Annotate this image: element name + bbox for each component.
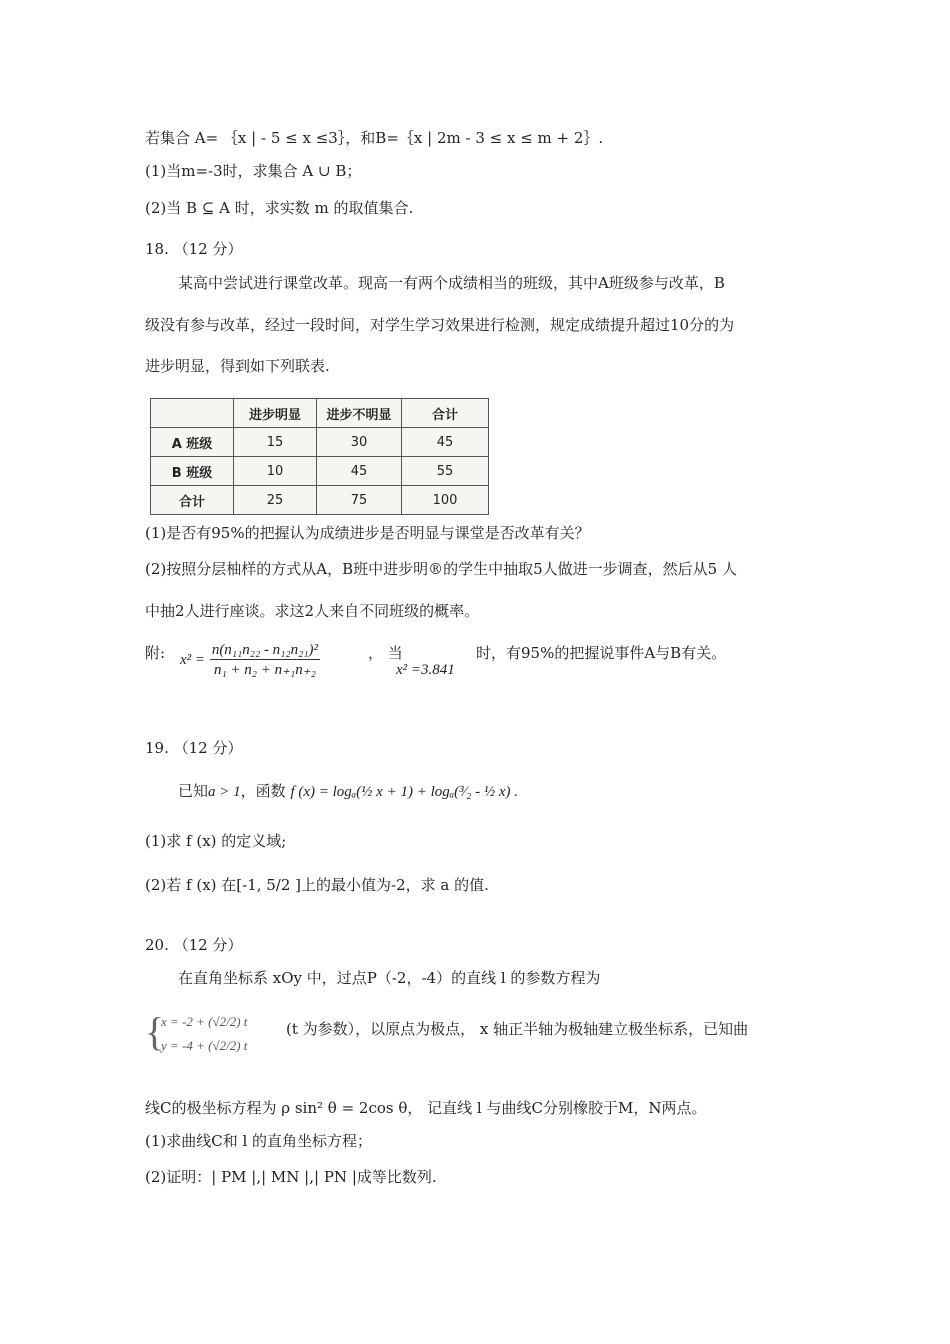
q20-part2: (2)证明：| PM |,| MN |,| PN |成等比数列. (145, 1168, 437, 1186)
table-cell: 55 (402, 457, 489, 486)
q18-intro-line3: 进步明显，得到如下列联表. (145, 357, 330, 375)
q19-stem-mid: ，函数 (240, 782, 286, 800)
table-cell: 45 (402, 428, 489, 457)
table-row-label: A 班级 (151, 428, 234, 457)
q20-part1: (1)求曲线C和 l 的直角坐标方程； (145, 1132, 373, 1150)
q19-stem (178, 780, 518, 801)
table-cell: 10 (234, 457, 317, 486)
table-row (151, 428, 489, 457)
q18-intro-line1: 某高中尝试进行课堂改革。现高一有两个成绩相当的班级，其中A班级参与改革，B (178, 274, 725, 292)
formula-denominator: n₁ + n₂ + n₊₁n₊₂ (213, 662, 316, 678)
table-header-row (151, 399, 489, 428)
table-header-cell: 合计 (402, 399, 489, 428)
table-header-cell (151, 399, 234, 428)
formula-numerator: n(n₁₁n₂₂ - n₁₂n₂₁)² (211, 642, 319, 658)
table-row-label: 合计 (151, 486, 234, 515)
table-cell: 45 (317, 457, 402, 486)
table-cell: 30 (317, 428, 402, 457)
q20-heading: 20. （12 分） (145, 936, 243, 954)
q18-part2-line2: 中抽2人进行座谈。求这2人来自不同班级的概率。 (145, 602, 480, 620)
chi-square-formula (180, 642, 320, 679)
q18-part2-line1: (2)按照分层柚样的方式从A，B班中进步明®的学生中抽取5人做进一步调查，然后从5 人 (145, 560, 737, 578)
table-cell: 15 (234, 428, 317, 457)
table-cell: 100 (402, 486, 489, 515)
table-header-cell: 进步明显 (234, 399, 317, 428)
contingency-table (150, 398, 489, 515)
table-row (151, 457, 489, 486)
formula-fraction (210, 642, 320, 679)
q17-part1: (1)当m=-3时，求集合 A ∪ B； (145, 162, 362, 180)
q18-heading: 18. （12 分） (145, 240, 243, 258)
q19-heading: 19. （12 分） (145, 739, 243, 757)
formula-when: ， 当 (368, 644, 403, 662)
q20-stem-line2: (t 为参数），以原点为极点， x 轴正半轴为极轴建立极坐标系，已知曲 (286, 1020, 749, 1038)
table-row (151, 486, 489, 515)
q19-stem-prefix: 已知 (178, 782, 209, 800)
formula-conclusion: 时，有95%的把握说事件A与B有关。 (476, 644, 727, 662)
table-header-cell: 进步不明显 (317, 399, 402, 428)
table-cell: 75 (317, 486, 402, 515)
brace-icon: { (145, 1009, 165, 1054)
q19-condition: a > 1 (208, 784, 241, 800)
q17-stem: 若集合 A= ｛x | - 5 ≤ x ≤3｝，和B=｛x | 2m - 3 ≤ x ≤ m + 2｝. (145, 129, 604, 147)
param-eq-x: x = -2 + (√2/2) t (161, 1014, 248, 1029)
critical-value: x² =3.841 (396, 662, 455, 678)
formula-lhs: x² = (180, 652, 206, 668)
q17-part2: (2)当 B ⊆ A 时，求实数 m 的取值集合. (145, 199, 414, 217)
appendix-label: 附: (145, 644, 166, 662)
q19-part1: (1)求 f (x) 的定义域; (145, 832, 287, 850)
table-row-label: B 班级 (151, 457, 234, 486)
table-cell: 25 (234, 486, 317, 515)
q18-part1: (1)是否有95%的把握认为成绩进步是否明显与课堂是否改革有关？ (145, 524, 590, 542)
param-eq-y: y = -4 + (√2/2) t (161, 1038, 248, 1053)
q20-stem-line1: 在直角坐标系 xOy 中，过点P（-2，-4）的直线 l 的参数方程为 (178, 969, 601, 987)
q19-function: f (x) = logₐ(½ x + 1) + logₐ(³⁄₂ - ½ x) . (290, 784, 518, 800)
q19-part2: (2)若 f (x) 在[-1, 5/2 ]上的最小值为-2，求 a 的值. (145, 876, 489, 894)
q18-intro-line2: 级没有参与改革，经过一段时间，对学生学习效果进行检测，规定成绩提升超过10分的为 (145, 316, 735, 334)
q20-stem-line3: 线C的极坐标方程为 ρ sin² θ = 2cos θ， 记直线 l 与曲线C分别橡胶于M，N两点。 (145, 1099, 707, 1117)
